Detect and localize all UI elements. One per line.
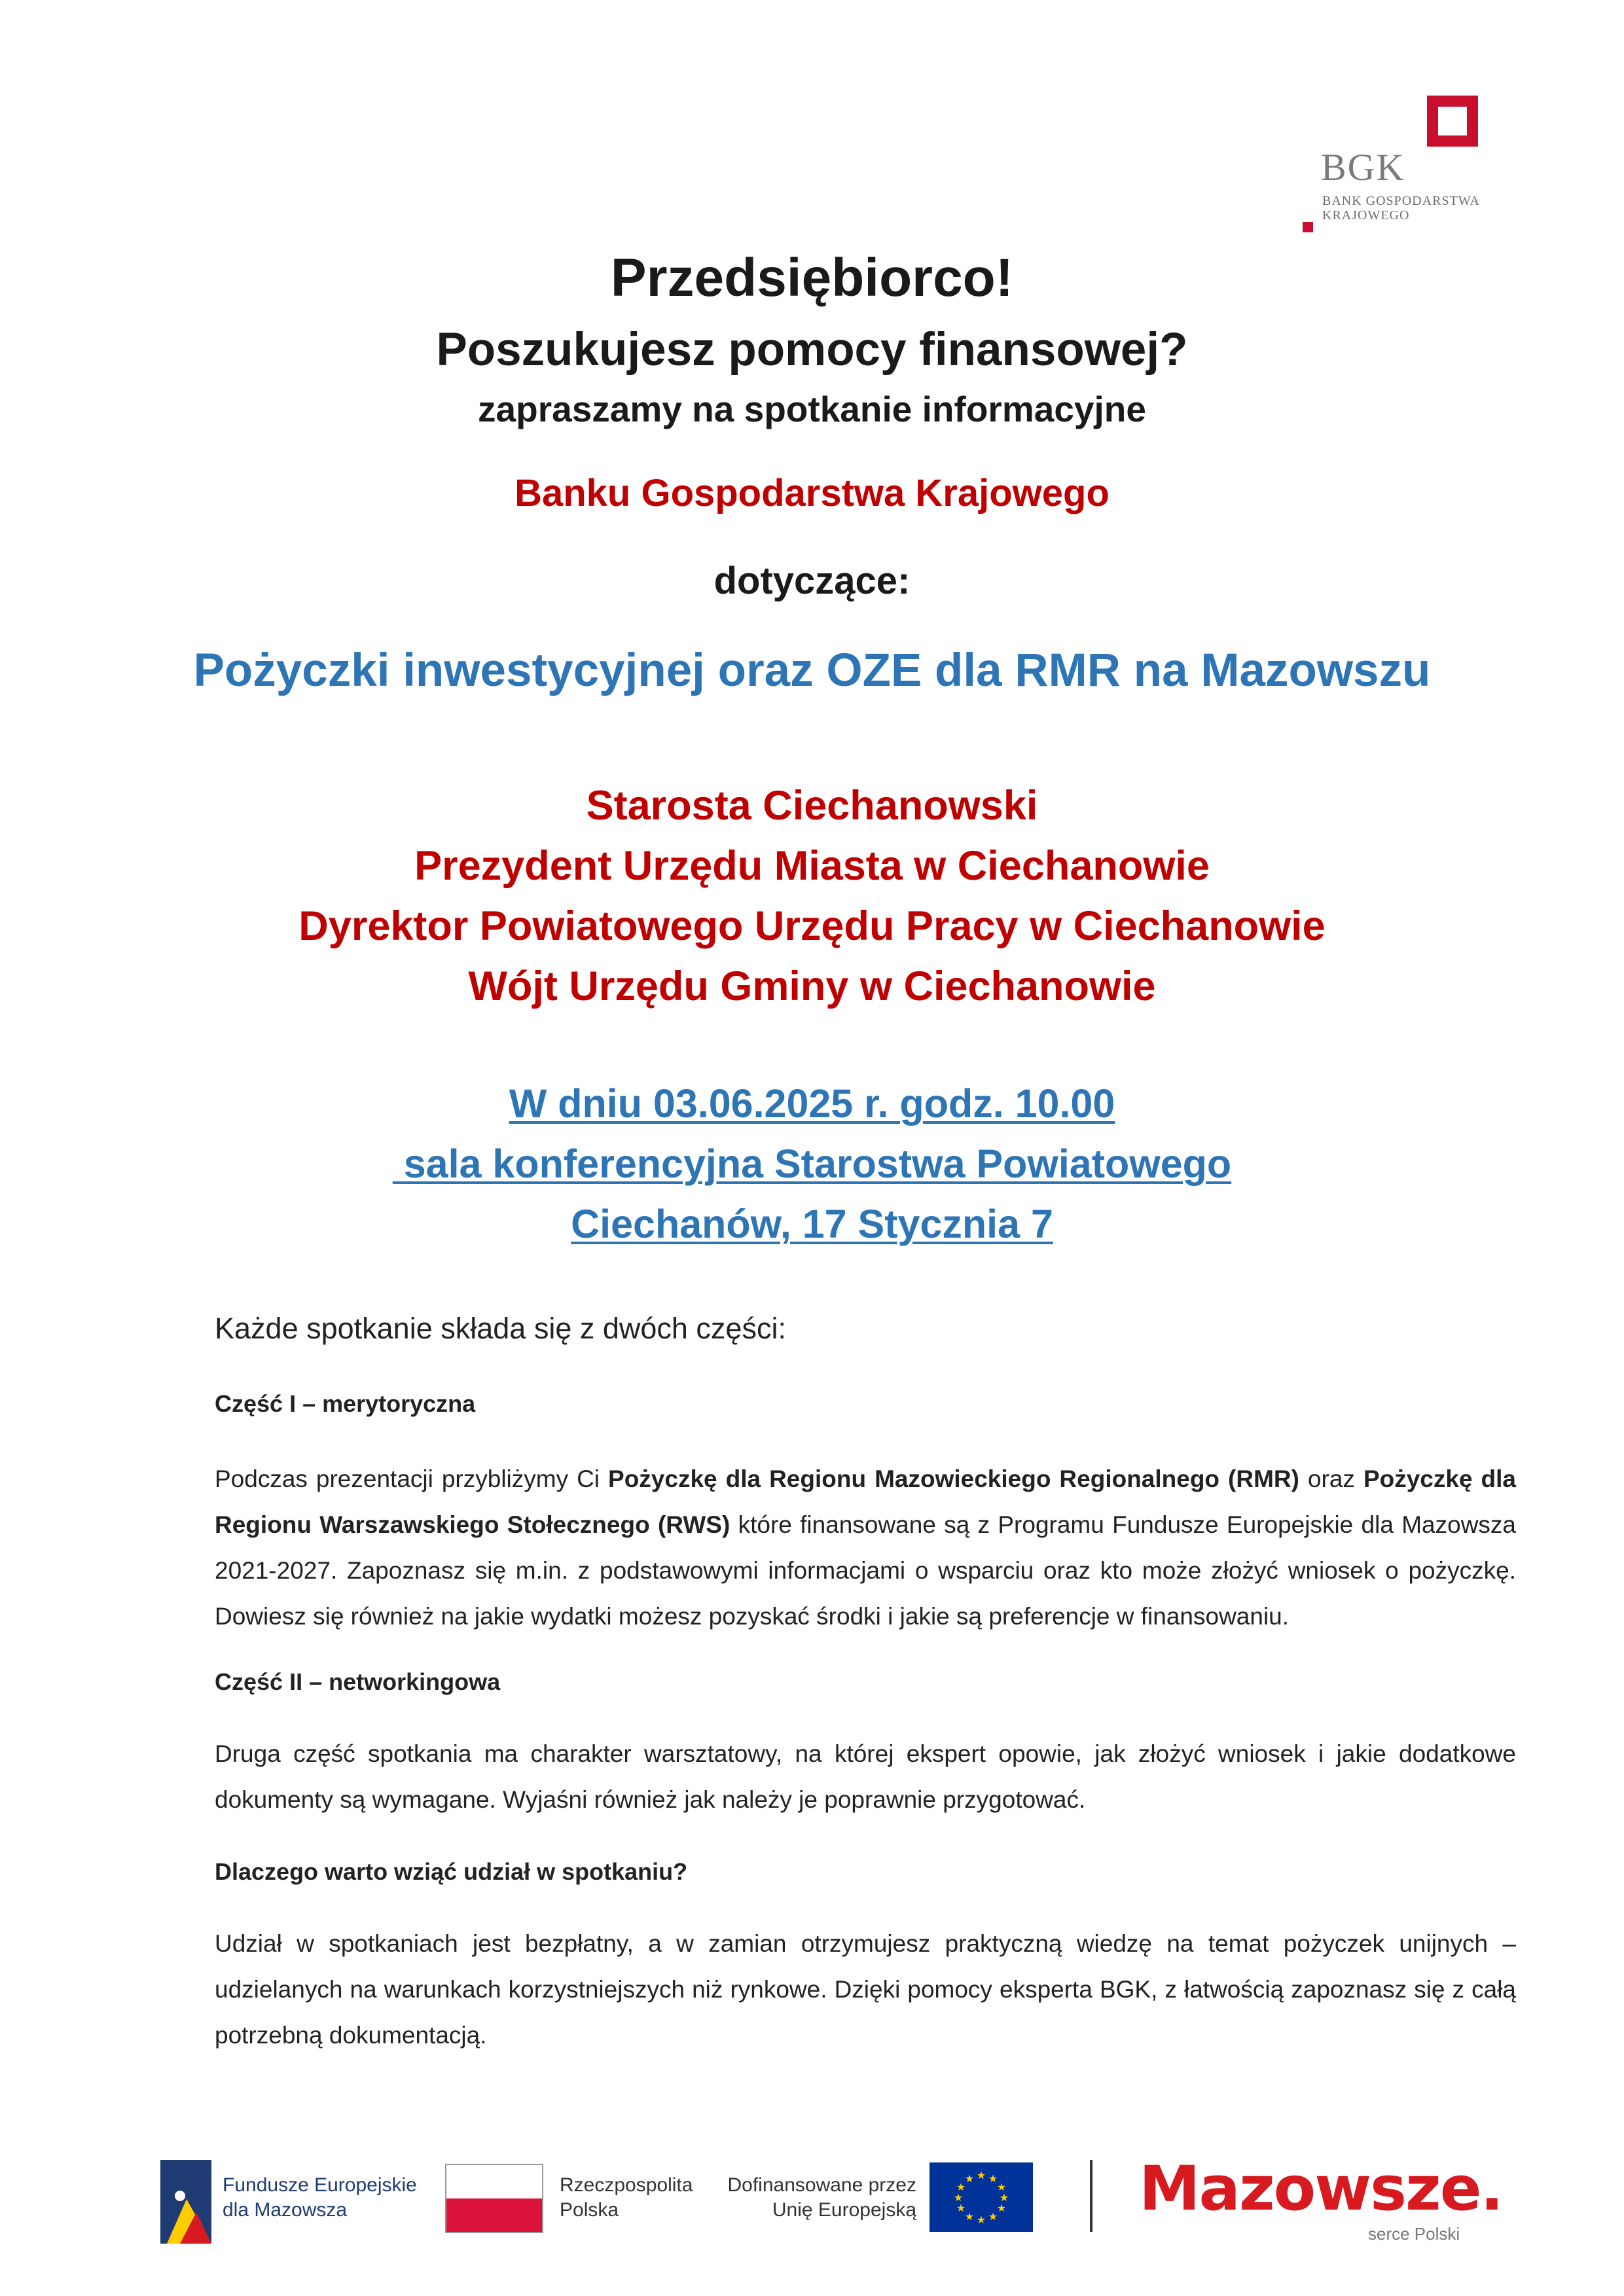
fe-line2: dla Mazowsza — [223, 2199, 348, 2221]
fe-logo-text — [223, 2173, 417, 2223]
eu-logo-text — [727, 2173, 916, 2223]
part1-rws-bold: Pożyczkę dla Regionu Warszawskiego Stołecznego (RWS) — [215, 1465, 1516, 1538]
svg-text:★: ★ — [964, 2172, 975, 2185]
svg-text:★: ★ — [988, 2172, 998, 2185]
bgk-subtitle-line2: KRAJOWEGO — [1322, 208, 1410, 223]
footer-logos — [0, 2147, 1624, 2258]
why-paragraph: Udział w spotkaniach jest bezpłatny, a w zamian otrzymujesz praktyczną wiedzę na temat pożyczek unijnych – udzielanych na warunkach korzystniejszych niż rynkowe. Dzięki pomocy eksperta BGK, z łatwością zapoznasz się z całą potrzebną dokumentacją. — [215, 1930, 1516, 2049]
part1-paragraph — [215, 1456, 1523, 1640]
hosts-list — [0, 776, 1624, 1016]
poland-logo-text — [560, 2173, 693, 2223]
host-item: Wójt Urzędu Gminy w Ciechanowie — [468, 963, 1156, 1009]
bgk-logo-text: BGK — [1321, 146, 1405, 188]
part2-paragraph: Druga część spotkania ma charakter warsztatowy, na której ekspert opowie, jak złożyć wniosek i jakie dodatkowe dokumenty są wymagane. Wyjaśni również jak należy je poprawnie przygotować. — [215, 1740, 1516, 1813]
svg-text:★: ★ — [976, 2214, 986, 2226]
intro-text: Każde spotkanie składa się z dwóch części: — [215, 1312, 786, 1345]
poland-flag-icon — [445, 2164, 543, 2233]
eu-line2: Unię Europejską — [772, 2199, 916, 2221]
regarding-label: dotyczące: — [713, 560, 911, 602]
svg-text:★: ★ — [988, 2210, 998, 2223]
part1-text-a: Podczas prezentacji przybliżymy Ci — [215, 1465, 609, 1492]
svg-text:★: ★ — [996, 2181, 1007, 2193]
pl-line2: Polska — [560, 2199, 619, 2221]
mazowsze-tagline: serce Polski — [1368, 2224, 1460, 2244]
headline-invitation: zapraszamy na spotkanie informacyjne — [478, 389, 1146, 429]
bgk-logo-subtitle — [1322, 194, 1519, 223]
mazowsze-logo: Mazowsze. — [1139, 2153, 1503, 2225]
event-address-link[interactable]: Ciechanów, 17 Stycznia 7 — [571, 1202, 1053, 1246]
svg-text:★: ★ — [953, 2191, 964, 2204]
event-date-link[interactable]: W dniu 03.06.2025 r. godz. 10.00 — [509, 1081, 1115, 1126]
bank-name: Banku Gospodarstwa Krajowego — [514, 472, 1110, 514]
fe-logo-icon — [160, 2160, 211, 2244]
svg-text:★: ★ — [956, 2202, 966, 2214]
headline-question: Poszukujesz pomocy finansowej? — [436, 324, 1188, 376]
part1-text-e: które finansowane są z Programu Fundusze Europejskie dla Mazowsza 2021-2027. Zapoznasz się m.in. z podstawowymi informacjami o wsparciu oraz kto może złożyć wniosek o pożyczkę. Dowiesz się również na jakie wydatki możesz pozyskać środki i jakie są preferencje w finansowaniu. — [215, 1511, 1523, 1630]
eu-flag-icon — [929, 2162, 1033, 2232]
part1-rmr-bold: Pożyczkę dla Regionu Mazowieckiego Regionalnego (RMR) — [608, 1465, 1299, 1492]
why-title: Dlaczego warto wziąć udział w spotkaniu? — [215, 1858, 688, 1885]
svg-text:★: ★ — [964, 2210, 975, 2223]
svg-text:★: ★ — [976, 2169, 986, 2181]
host-item: Prezydent Urzędu Miasta w Ciechanowie — [414, 843, 1210, 889]
event-details — [0, 1073, 1624, 1254]
footer-divider — [1090, 2160, 1092, 2232]
svg-text:★: ★ — [999, 2191, 1009, 2204]
svg-text:★: ★ — [996, 2202, 1007, 2214]
host-item: Starosta Ciechanowski — [586, 783, 1038, 829]
part2-title: Część II – networkingowa — [215, 1668, 501, 1695]
part1-text-c: oraz — [1299, 1465, 1363, 1492]
eu-line1: Dofinansowane przez — [727, 2174, 916, 2196]
loan-topic: Pożyczki inwestycyjnej oraz OZE dla RMR na Mazowszu — [193, 645, 1431, 696]
bgk-square-icon — [1427, 96, 1478, 147]
bgk-subtitle-line1: BANK GOSPODARSTWA — [1322, 194, 1480, 208]
event-venue-link[interactable]: sala konferencyjna Starostwa Powiatowego — [392, 1141, 1232, 1186]
fe-line1: Fundusze Europejskie — [223, 2174, 417, 2196]
headline-title: Przedsiębiorco! — [610, 248, 1014, 308]
svg-text:★: ★ — [956, 2181, 966, 2193]
bgk-dot-icon — [1303, 222, 1313, 232]
part1-title: Część I – merytoryczna — [215, 1390, 476, 1417]
pl-line1: Rzeczpospolita — [560, 2174, 693, 2196]
host-item: Dyrektor Powiatowego Urzędu Pracy w Ciechanowie — [298, 903, 1326, 949]
